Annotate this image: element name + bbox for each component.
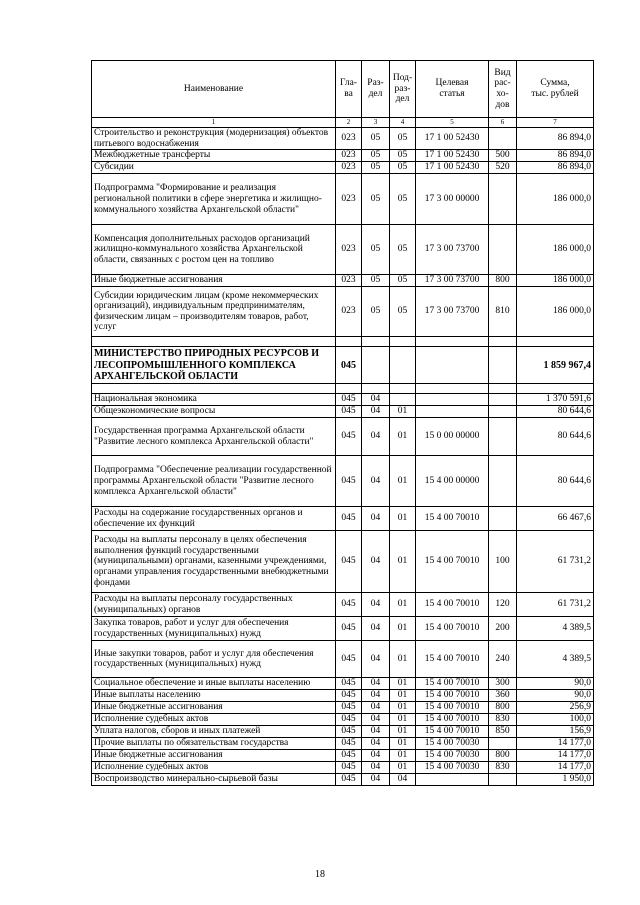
cell-chapter: 045 (336, 456, 362, 507)
cell-section: 04 (362, 774, 390, 786)
cell-section: 04 (362, 738, 390, 750)
cell-target: 15 4 00 70010 (416, 690, 489, 702)
cell-amount: 90,0 (517, 690, 594, 702)
cell-amount: 186 000,0 (517, 287, 594, 337)
cell-chapter: 023 (336, 128, 362, 150)
cell-expense-type: 100 (489, 531, 517, 593)
column-number: 2 (336, 118, 362, 128)
cell-target: 15 4 00 70010 (416, 702, 489, 714)
cell-name: Исполнение судебных актов (92, 762, 336, 774)
table-row (92, 275, 594, 287)
cell-expense-type: 120 (489, 593, 517, 617)
header-amount: Сумма, тыс. рублей (517, 61, 594, 118)
cell-chapter: 045 (336, 347, 362, 384)
cell-expense-type (489, 456, 517, 507)
cell-target: 15 4 00 70010 (416, 678, 489, 690)
empty-cell (92, 384, 336, 394)
cell-target: 17 3 00 73700 (416, 225, 489, 275)
cell-name: Компенсация дополнительных расходов организаций жилищно-коммунального хозяйства Архангельской области, связанных с ростом цен на топливо (92, 225, 336, 275)
cell-chapter: 045 (336, 750, 362, 762)
cell-target: 15 4 00 70010 (416, 507, 489, 531)
cell-expense-type: 800 (489, 275, 517, 287)
empty-cell (489, 384, 517, 394)
cell-name: Национальная экономика (92, 394, 336, 406)
cell-chapter: 045 (336, 690, 362, 702)
cell-expense-type: 800 (489, 750, 517, 762)
cell-subsection: 05 (390, 287, 416, 337)
cell-target (416, 774, 489, 786)
cell-name: Иные бюджетные ассигнования (92, 275, 336, 287)
cell-name: МИНИСТЕРСТВО ПРИРОДНЫХ РЕСУРСОВ И ЛЕСОПРОМЫШЛЕННОГО КОМПЛЕКСА АРХАНГЕЛЬСКОЙ ОБЛАСТИ (92, 347, 336, 384)
cell-subsection: 01 (390, 726, 416, 738)
cell-target: 17 3 00 73700 (416, 287, 489, 337)
empty-cell (390, 384, 416, 394)
column-number: 5 (416, 118, 489, 128)
cell-section: 05 (362, 150, 390, 162)
cell-name: Расходы на выплаты персоналу в целях обеспечения выполнения функций государственными (муниципальными) органами, казенными учреждениями, органами управления государственными внебюджетными фондами (92, 531, 336, 593)
cell-expense-type: 300 (489, 678, 517, 690)
cell-name: Уплата налогов, сборов и иных платежей (92, 726, 336, 738)
cell-expense-type: 800 (489, 702, 517, 714)
table-row (92, 714, 594, 726)
cell-chapter: 045 (336, 738, 362, 750)
cell-name: Межбюджетные трансферты (92, 150, 336, 162)
cell-chapter: 045 (336, 678, 362, 690)
header-name: Наименование (92, 61, 336, 118)
cell-chapter: 045 (336, 394, 362, 406)
table-row (92, 162, 594, 174)
cell-expense-type: 830 (489, 714, 517, 726)
table-row (92, 641, 594, 678)
table-row (92, 738, 594, 750)
cell-target: 17 1 00 52430 (416, 162, 489, 174)
empty-cell (517, 384, 594, 394)
header-target: Целевая статья (416, 61, 489, 118)
cell-target: 15 4 00 70030 (416, 738, 489, 750)
cell-section: 04 (362, 702, 390, 714)
cell-name: Исполнение судебных актов (92, 714, 336, 726)
cell-expense-type: 240 (489, 641, 517, 678)
cell-subsection: 01 (390, 507, 416, 531)
cell-expense-type (489, 774, 517, 786)
cell-subsection: 05 (390, 174, 416, 225)
cell-name: Подпрограмма "Формирование и реализация региональной политики в сфере энергетика и жилищно-коммунального хозяйства Архангельской области" (92, 174, 336, 225)
cell-name: Иные закупки товаров, работ и услуг для обеспечения государственных (муниципальных) нужд (92, 641, 336, 678)
document-page (91, 60, 593, 786)
cell-name: Расходы на выплаты персоналу государственных (муниципальных) органов (92, 593, 336, 617)
cell-section: 05 (362, 174, 390, 225)
cell-subsection: 04 (390, 774, 416, 786)
cell-amount: 1 370 591,6 (517, 394, 594, 406)
cell-target: 15 4 00 70010 (416, 641, 489, 678)
cell-chapter: 023 (336, 174, 362, 225)
cell-section: 04 (362, 726, 390, 738)
cell-expense-type: 360 (489, 690, 517, 702)
cell-amount: 14 177,0 (517, 750, 594, 762)
cell-subsection: 05 (390, 162, 416, 174)
cell-name: Воспроизводство минерально-сырьевой базы (92, 774, 336, 786)
cell-amount: 80 644,6 (517, 406, 594, 418)
cell-amount: 86 894,0 (517, 162, 594, 174)
cell-amount: 61 731,2 (517, 593, 594, 617)
table-row (92, 394, 594, 406)
cell-target: 17 3 00 73700 (416, 275, 489, 287)
cell-name: Субсидии юридическим лицам (кроме некоммерческих организаций), индивидуальным предпринимателям, физическим лицам – производителям товаров, работ, услуг (92, 287, 336, 337)
table-row (92, 762, 594, 774)
cell-target (416, 347, 489, 384)
cell-subsection: 01 (390, 617, 416, 641)
cell-amount: 14 177,0 (517, 762, 594, 774)
table-row (92, 750, 594, 762)
cell-target (416, 394, 489, 406)
cell-chapter: 045 (336, 726, 362, 738)
cell-target: 17 1 00 52430 (416, 128, 489, 150)
cell-subsection: 05 (390, 275, 416, 287)
empty-cell (416, 337, 489, 347)
cell-section: 05 (362, 162, 390, 174)
empty-cell (517, 337, 594, 347)
cell-section: 04 (362, 593, 390, 617)
cell-section: 04 (362, 456, 390, 507)
cell-chapter: 023 (336, 225, 362, 275)
cell-amount: 186 000,0 (517, 225, 594, 275)
empty-cell (489, 337, 517, 347)
budget-table (91, 60, 594, 786)
cell-chapter: 045 (336, 774, 362, 786)
cell-name: Подпрограмма "Обеспечение реализации государственной программы Архангельской области "Развитие лесного комплекса Архангельской области" (92, 456, 336, 507)
cell-expense-type: 500 (489, 150, 517, 162)
cell-section: 04 (362, 418, 390, 456)
table-row (92, 507, 594, 531)
cell-name: Прочие выплаты по обязательствам государства (92, 738, 336, 750)
table-row (92, 531, 594, 593)
table-row (92, 690, 594, 702)
cell-amount: 4 389,5 (517, 641, 594, 678)
cell-subsection: 05 (390, 128, 416, 150)
cell-section: 05 (362, 225, 390, 275)
cell-amount: 61 731,2 (517, 531, 594, 593)
cell-section: 04 (362, 750, 390, 762)
cell-expense-type (489, 225, 517, 275)
cell-chapter: 023 (336, 275, 362, 287)
cell-section: 04 (362, 690, 390, 702)
cell-subsection: 01 (390, 702, 416, 714)
table-row (92, 678, 594, 690)
cell-section (362, 347, 390, 384)
cell-section: 05 (362, 287, 390, 337)
cell-name: Общеэкономические вопросы (92, 406, 336, 418)
cell-section: 05 (362, 128, 390, 150)
cell-section: 04 (362, 507, 390, 531)
table-row (92, 456, 594, 507)
cell-expense-type (489, 406, 517, 418)
table-header-row (92, 61, 594, 118)
cell-subsection: 05 (390, 150, 416, 162)
header-chapter: Гла- ва (336, 61, 362, 118)
cell-chapter: 023 (336, 162, 362, 174)
empty-cell (362, 384, 390, 394)
table-row (92, 150, 594, 162)
cell-subsection: 01 (390, 641, 416, 678)
cell-target (416, 406, 489, 418)
cell-amount: 80 644,6 (517, 456, 594, 507)
cell-name: Государственная программа Архангельской области "Развитие лесного комплекса Архангельской области" (92, 418, 336, 456)
cell-amount: 100,0 (517, 714, 594, 726)
cell-name: Социальное обеспечение и иные выплаты населению (92, 678, 336, 690)
table-row (92, 617, 594, 641)
cell-target: 15 4 00 70010 (416, 726, 489, 738)
cell-name: Иные бюджетные ассигнования (92, 750, 336, 762)
cell-subsection: 01 (390, 531, 416, 593)
cell-subsection: 01 (390, 456, 416, 507)
cell-section: 04 (362, 762, 390, 774)
column-number: 3 (362, 118, 390, 128)
cell-target: 17 3 00 00000 (416, 174, 489, 225)
table-row (92, 726, 594, 738)
empty-cell (362, 337, 390, 347)
cell-expense-type (489, 738, 517, 750)
cell-section: 04 (362, 406, 390, 418)
column-number: 4 (390, 118, 416, 128)
cell-chapter: 045 (336, 507, 362, 531)
table-row (92, 702, 594, 714)
cell-subsection: 01 (390, 762, 416, 774)
cell-subsection: 01 (390, 593, 416, 617)
cell-expense-type (489, 418, 517, 456)
cell-chapter: 045 (336, 531, 362, 593)
cell-expense-type (489, 174, 517, 225)
cell-target: 15 4 00 70010 (416, 714, 489, 726)
cell-subsection: 01 (390, 690, 416, 702)
table-row (92, 406, 594, 418)
cell-expense-type (489, 128, 517, 150)
cell-chapter: 045 (336, 714, 362, 726)
ministry-row (92, 347, 594, 384)
cell-subsection: 01 (390, 750, 416, 762)
cell-subsection: 01 (390, 714, 416, 726)
cell-expense-type (489, 394, 517, 406)
cell-amount: 1 859 967,4 (517, 347, 594, 384)
cell-subsection (390, 394, 416, 406)
empty-cell (416, 384, 489, 394)
cell-amount: 86 894,0 (517, 150, 594, 162)
column-number: 7 (517, 118, 594, 128)
spacer-row (92, 384, 594, 394)
header-subsection: Под- раз- дел (390, 61, 416, 118)
table-row (92, 225, 594, 275)
cell-subsection: 01 (390, 678, 416, 690)
cell-section: 04 (362, 394, 390, 406)
cell-name: Расходы на содержание государственных органов и обеспечение их функций (92, 507, 336, 531)
cell-subsection: 01 (390, 738, 416, 750)
empty-cell (336, 337, 362, 347)
cell-section: 04 (362, 617, 390, 641)
header-expense-type: Вид рас- хо- дов (489, 61, 517, 118)
cell-name: Строительство и реконструкция (модернизация) объектов питьевого водоснабжения (92, 128, 336, 150)
cell-section: 04 (362, 714, 390, 726)
cell-expense-type: 810 (489, 287, 517, 337)
cell-expense-type: 520 (489, 162, 517, 174)
cell-chapter: 045 (336, 593, 362, 617)
cell-chapter: 045 (336, 641, 362, 678)
table-body (92, 128, 594, 786)
cell-chapter: 023 (336, 150, 362, 162)
cell-amount: 14 177,0 (517, 738, 594, 750)
table-row (92, 128, 594, 150)
cell-amount: 86 894,0 (517, 128, 594, 150)
cell-chapter: 045 (336, 762, 362, 774)
cell-target: 15 4 00 70030 (416, 762, 489, 774)
cell-target: 17 1 00 52430 (416, 150, 489, 162)
table-row (92, 174, 594, 225)
table-row (92, 287, 594, 337)
cell-amount: 80 644,6 (517, 418, 594, 456)
cell-subsection: 01 (390, 418, 416, 456)
cell-expense-type: 200 (489, 617, 517, 641)
table-row (92, 593, 594, 617)
cell-target: 15 4 00 70010 (416, 617, 489, 641)
cell-section: 04 (362, 641, 390, 678)
page-number: 18 (315, 869, 325, 880)
cell-subsection: 01 (390, 406, 416, 418)
empty-cell (92, 337, 336, 347)
cell-expense-type: 850 (489, 726, 517, 738)
cell-subsection: 05 (390, 225, 416, 275)
cell-target: 15 4 00 70030 (416, 750, 489, 762)
cell-amount: 90,0 (517, 678, 594, 690)
empty-cell (390, 337, 416, 347)
cell-amount: 156,9 (517, 726, 594, 738)
table-row (92, 418, 594, 456)
table-row (92, 774, 594, 786)
cell-target: 15 4 00 00000 (416, 456, 489, 507)
cell-name: Иные бюджетные ассигнования (92, 702, 336, 714)
cell-target: 15 4 00 70010 (416, 593, 489, 617)
column-number: 1 (92, 118, 336, 128)
cell-chapter: 045 (336, 617, 362, 641)
cell-section: 04 (362, 531, 390, 593)
spacer-row (92, 337, 594, 347)
cell-expense-type (489, 347, 517, 384)
cell-name: Субсидии (92, 162, 336, 174)
cell-chapter: 045 (336, 406, 362, 418)
cell-expense-type (489, 507, 517, 531)
cell-chapter: 023 (336, 287, 362, 337)
cell-amount: 256,9 (517, 702, 594, 714)
empty-cell (336, 384, 362, 394)
cell-target: 15 0 00 00000 (416, 418, 489, 456)
cell-chapter: 045 (336, 418, 362, 456)
cell-name: Иные выплаты населению (92, 690, 336, 702)
cell-chapter: 045 (336, 702, 362, 714)
cell-subsection (390, 347, 416, 384)
cell-amount: 186 000,0 (517, 174, 594, 225)
cell-amount: 66 467,6 (517, 507, 594, 531)
cell-section: 04 (362, 678, 390, 690)
cell-name: Закупка товаров, работ и услуг для обеспечения государственных (муниципальных) нужд (92, 617, 336, 641)
cell-amount: 4 389,5 (517, 617, 594, 641)
cell-amount: 186 000,0 (517, 275, 594, 287)
cell-target: 15 4 00 70010 (416, 531, 489, 593)
header-section: Раз- дел (362, 61, 390, 118)
column-numbers-row (92, 118, 594, 128)
cell-section: 05 (362, 275, 390, 287)
cell-expense-type: 830 (489, 762, 517, 774)
cell-amount: 1 950,0 (517, 774, 594, 786)
column-number: 6 (489, 118, 517, 128)
